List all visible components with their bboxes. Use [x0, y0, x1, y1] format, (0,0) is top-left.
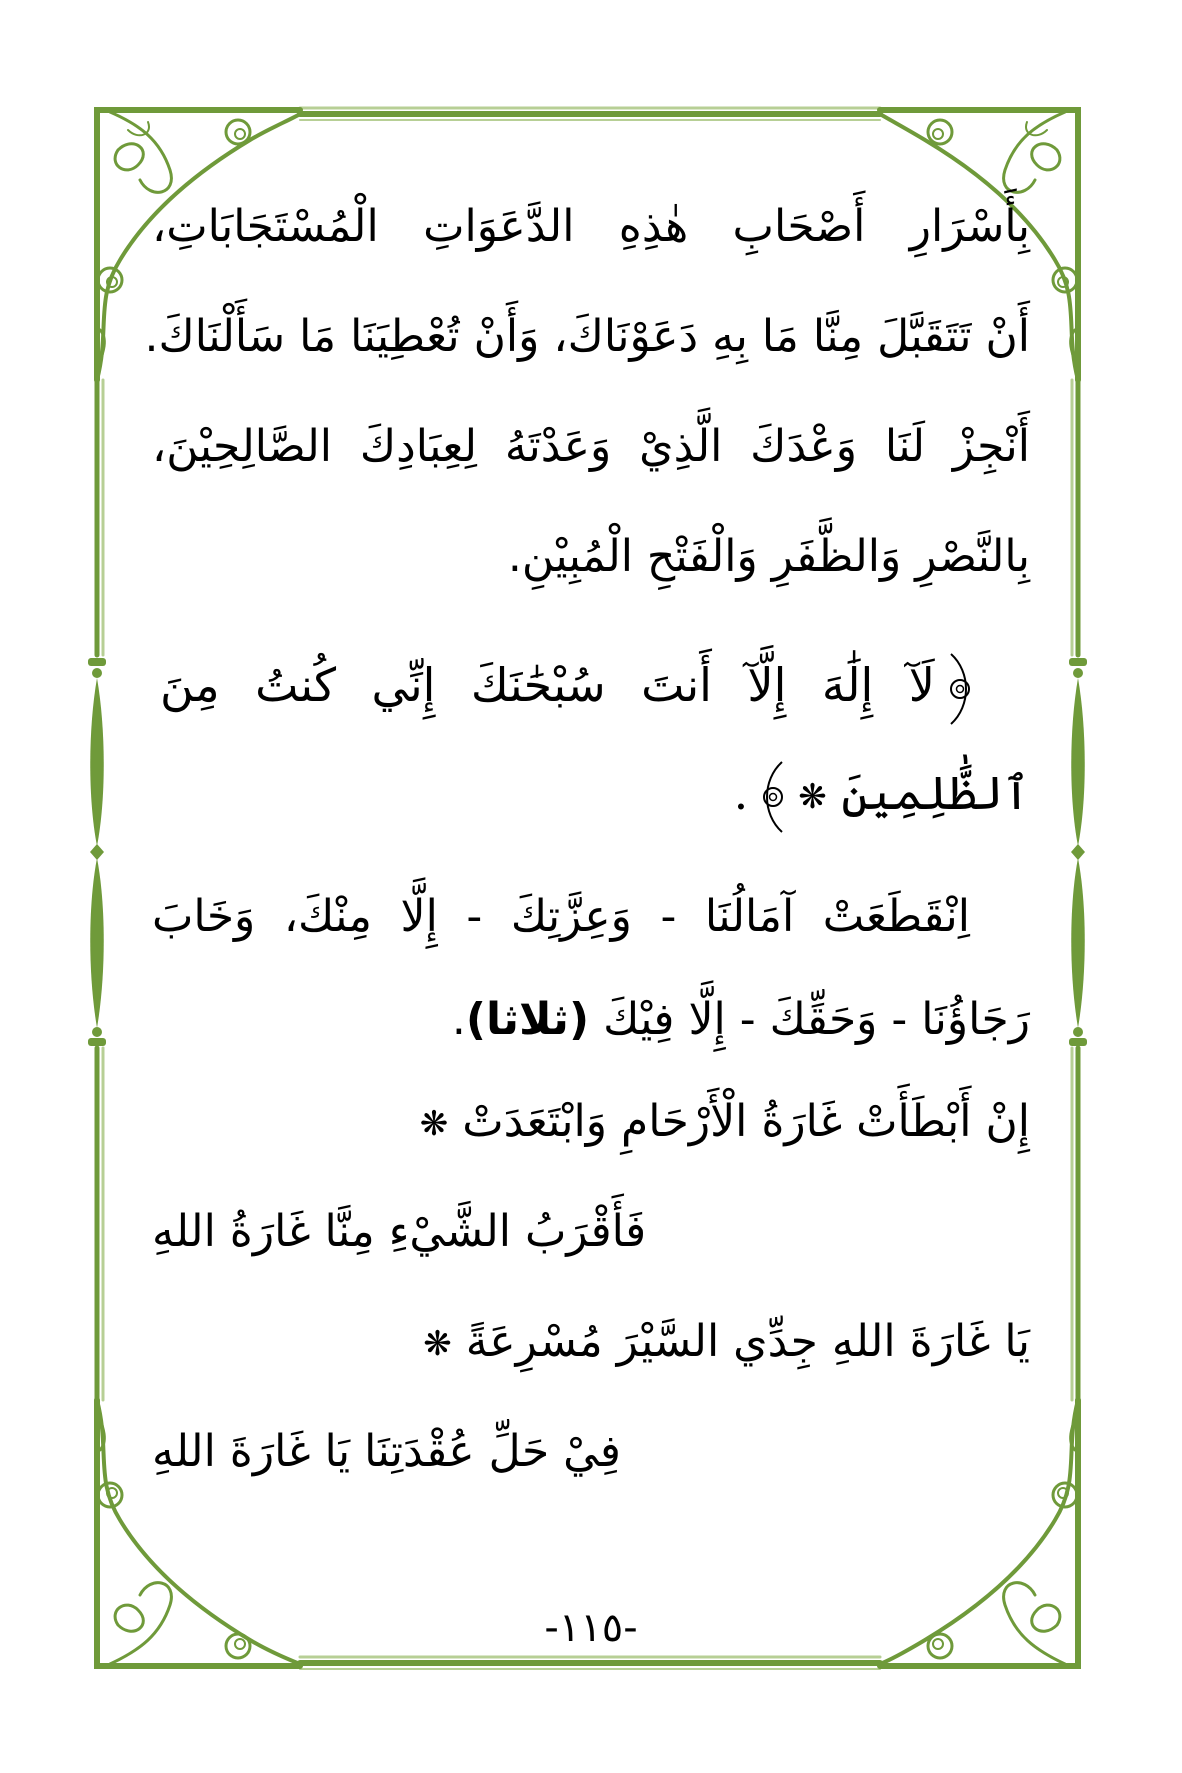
text-line-4: بِالنَّصْرِ وَالظَّفَرِ وَالْفَتْحِ الْمُبِيْنِ. [507, 531, 1030, 582]
star-separator-icon: ❋ [423, 1324, 452, 1364]
poem-line-2: فَأَقْرَبُ الشَّيْءِ مِنَّا غَارَةُ اللهِ [152, 1206, 647, 1257]
quran-verse-line-2 [734, 760, 1030, 834]
text-line-2: أَنْ تَتَقَبَّلَ مِنَّا مَا بِهِ دَعَوْنَاكَ، وَأَنْ تُعْطِيَنَا مَا سَأَلْنَاكَ. [144, 311, 1030, 362]
plea-line-2-end: . [451, 994, 466, 1045]
plea-line-2 [451, 994, 1030, 1045]
quran-verse-text-1: لَآ إِلَٰهَ إِلَّآ أَنتَ سُبْحَٰنَكَ إِنِّي كُنتُ مِنَ [160, 658, 935, 712]
quran-verse-text-2: ٱلظَّٰلِمِينَ [841, 766, 1030, 820]
text-line-3: أَنْجِزْ لَنَا وَعْدَكَ الَّذِيْ وَعَدْتَهُ لِعِبَادِكَ الصَّالِحِيْنَ، [152, 421, 1030, 472]
star-separator-icon: ❋ [798, 777, 827, 817]
poem-line-3-text: يَا غَارَةَ اللهِ جِدِّي السَّيْرَ مُسْرِعَةً [465, 1316, 1030, 1367]
plea-line-2-text: رَجَاؤُنَا - وَحَقِّكَ - إِلَّا فِيْكَ [603, 994, 1030, 1045]
poem-line-1 [419, 1096, 1030, 1147]
page-number: -١١٥- [544, 1605, 638, 1651]
quran-close-bracket-icon [754, 760, 792, 834]
poem-line-4: فِيْ حَلِّ عُقْدَتِنَا يَا غَارَةَ اللهِ [152, 1426, 621, 1477]
poem-line-3 [423, 1316, 1030, 1367]
quran-end-period: . [733, 766, 749, 820]
quran-open-bracket-icon [941, 652, 979, 726]
star-separator-icon: ❋ [419, 1104, 449, 1144]
repeat-thrice-note: (ثلاثا) [465, 994, 590, 1045]
quran-verse-line-1 [160, 652, 985, 726]
poem-line-1-text: إِنْ أَبْطَأَتْ غَارَةُ الْأَرْحَامِ وَابْتَعَدَتْ [462, 1096, 1030, 1147]
plea-line-1: اِنْقَطَعَتْ آمَالُنَا - وَعِزَّتِكَ - إِلَّا مِنْكَ، وَخَابَ [152, 891, 970, 942]
text-line-1: بِأَسْرَارِ أَصْحَابِ هٰذِهِ الدَّعَوَاتِ الْمُسْتَجَابَاتِ، [152, 201, 1030, 252]
